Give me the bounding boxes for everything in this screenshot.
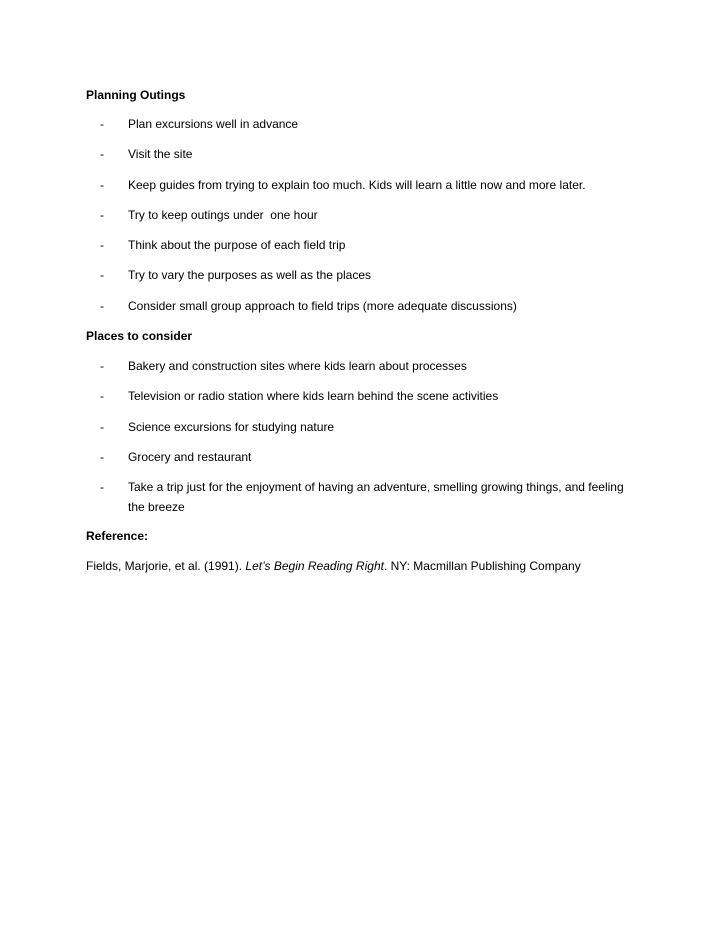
bullet-dash: -: [100, 359, 104, 373]
bullet-dash: -: [100, 450, 104, 464]
citation-title: Let’s Begin Reading Right: [245, 559, 384, 573]
planning-outings-heading: Planning Outings: [86, 88, 186, 102]
bullet-dash: -: [100, 299, 104, 313]
bullet-dash: -: [100, 268, 104, 282]
bullet-dash: -: [100, 420, 104, 434]
citation-authors: Fields, Marjorie, et al. (1991).: [86, 559, 246, 573]
list-item-text: Think about the purpose of each field trip: [128, 238, 346, 252]
bullet-dash: -: [100, 178, 104, 192]
reference-heading: Reference:: [86, 529, 149, 543]
list-item-text: Try to vary the purposes as well as the places: [128, 268, 371, 282]
list-item-text: Grocery and restaurant: [128, 450, 252, 464]
bullet-dash: -: [100, 208, 104, 222]
list-item-text: Plan excursions well in advance: [128, 117, 299, 131]
places-to-consider-heading: Places to consider: [86, 329, 193, 343]
list-item-text: Bakery and construction sites where kids learn about processes: [128, 359, 467, 373]
bullet-dash: -: [100, 238, 104, 252]
list-item-text: Science excursions for studying nature: [128, 420, 335, 434]
list-item-text: Take a trip just for the enjoyment of having an adventure, smelling growing things, and feeling the breeze: [128, 480, 624, 514]
list-item-text: Keep guides from trying to explain too much. Kids will learn a little now and more later.: [128, 178, 586, 192]
reference-citation: [86, 558, 581, 574]
bullet-dash: -: [100, 480, 104, 494]
list-item-text: Try to keep outings under one hour: [128, 208, 318, 222]
list-item-text: Visit the site: [128, 147, 193, 161]
list-item-text: Consider small group approach to field trips (more adequate discussions): [128, 299, 517, 313]
bullet-dash: -: [100, 389, 104, 403]
bullet-dash: -: [100, 117, 104, 131]
citation-publisher: . NY: Macmillan Publishing Company: [383, 559, 581, 573]
list-item-text: Television or radio station where kids learn behind the scene activities: [128, 389, 499, 403]
bullet-dash: -: [100, 147, 104, 161]
